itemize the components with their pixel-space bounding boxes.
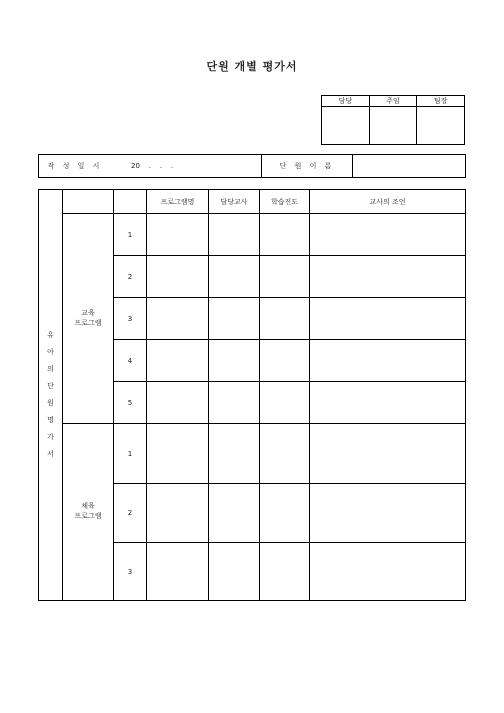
row-number: 2 bbox=[114, 484, 147, 543]
program-cell[interactable] bbox=[147, 214, 209, 256]
advice-cell[interactable] bbox=[310, 298, 466, 340]
side-label: 유 아 의 단 원 명 가 서 bbox=[39, 190, 63, 601]
group-label-education: 교육 프로그램 bbox=[63, 214, 114, 424]
date-label: 작 성 일 시 bbox=[39, 155, 112, 178]
teacher-cell[interactable] bbox=[209, 484, 260, 543]
progress-cell[interactable] bbox=[260, 382, 310, 424]
program-cell[interactable] bbox=[147, 424, 209, 484]
advice-cell[interactable] bbox=[310, 340, 466, 382]
row-number: 3 bbox=[114, 298, 147, 340]
teacher-cell[interactable] bbox=[209, 424, 260, 484]
header-advice: 교사의 조언 bbox=[310, 190, 466, 214]
approval-table bbox=[321, 95, 465, 145]
program-cell[interactable] bbox=[147, 340, 209, 382]
approval-sign-chief[interactable] bbox=[369, 107, 417, 145]
row-number: 1 bbox=[114, 424, 147, 484]
advice-cell[interactable] bbox=[310, 484, 466, 543]
teacher-cell[interactable] bbox=[209, 340, 260, 382]
progress-cell[interactable] bbox=[260, 340, 310, 382]
progress-cell[interactable] bbox=[260, 543, 310, 601]
row-number: 1 bbox=[114, 214, 147, 256]
progress-cell[interactable] bbox=[260, 214, 310, 256]
approval-sign-staff[interactable] bbox=[322, 107, 370, 145]
evaluation-table bbox=[38, 189, 466, 601]
page-title: 단원 개별 평가서 bbox=[206, 60, 298, 73]
row-number: 5 bbox=[114, 382, 147, 424]
approval-sign-manager[interactable] bbox=[417, 107, 465, 145]
group-label-physical: 체육 프로그램 bbox=[63, 424, 114, 601]
program-cell[interactable] bbox=[147, 484, 209, 543]
teacher-cell[interactable] bbox=[209, 543, 260, 601]
date-field[interactable]: 20 . . . bbox=[111, 155, 262, 178]
progress-cell[interactable] bbox=[260, 256, 310, 298]
info-table bbox=[38, 154, 466, 178]
advice-cell[interactable] bbox=[310, 543, 466, 601]
row-number: 4 bbox=[114, 340, 147, 382]
unit-name-label: 단 원 이 름 bbox=[262, 155, 353, 178]
progress-cell[interactable] bbox=[260, 424, 310, 484]
header-program: 프로그램명 bbox=[147, 190, 209, 214]
progress-cell[interactable] bbox=[260, 484, 310, 543]
unit-name-field[interactable] bbox=[353, 155, 466, 178]
header-progress: 학습진도 bbox=[260, 190, 310, 214]
teacher-cell[interactable] bbox=[209, 298, 260, 340]
approval-header-chief: 주임 bbox=[369, 96, 417, 107]
teacher-cell[interactable] bbox=[209, 214, 260, 256]
header-blank-1 bbox=[63, 190, 114, 214]
header-blank-2 bbox=[114, 190, 147, 214]
header-teacher: 담당교사 bbox=[209, 190, 260, 214]
approval-header-staff: 담당 bbox=[322, 96, 370, 107]
program-cell[interactable] bbox=[147, 382, 209, 424]
advice-cell[interactable] bbox=[310, 424, 466, 484]
approval-header-manager: 팀장 bbox=[417, 96, 465, 107]
advice-cell[interactable] bbox=[310, 214, 466, 256]
program-cell[interactable] bbox=[147, 298, 209, 340]
program-cell[interactable] bbox=[147, 256, 209, 298]
advice-cell[interactable] bbox=[310, 256, 466, 298]
progress-cell[interactable] bbox=[260, 298, 310, 340]
row-number: 2 bbox=[114, 256, 147, 298]
program-cell[interactable] bbox=[147, 543, 209, 601]
teacher-cell[interactable] bbox=[209, 382, 260, 424]
advice-cell[interactable] bbox=[310, 382, 466, 424]
teacher-cell[interactable] bbox=[209, 256, 260, 298]
row-number: 3 bbox=[114, 543, 147, 601]
